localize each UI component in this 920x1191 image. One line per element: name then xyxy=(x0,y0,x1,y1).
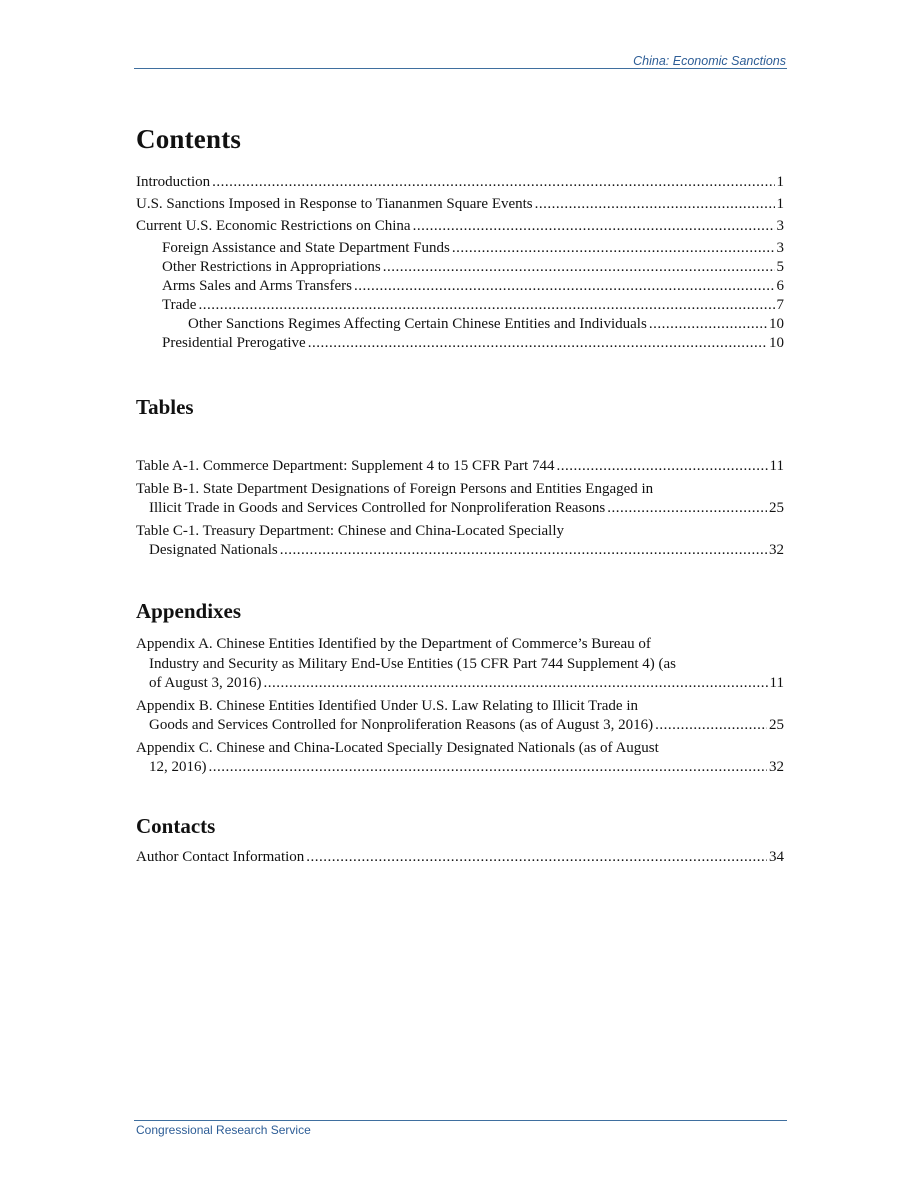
toc-entry-introduction[interactable]: Introduction ..... 1 xyxy=(136,173,784,192)
running-header-title: China: Economic Sanctions xyxy=(633,54,786,68)
header-rule xyxy=(134,68,787,69)
toc-entry-other-sanctions-regimes[interactable]: Other Sanctions Regimes Affecting Certain Chinese Entities and Individuals ..... 10 xyxy=(136,315,784,334)
toc-entry-table-b1[interactable]: Table B-1. State Department Designations of Foreign Persons and Entities Engaged in Illicit Trade in Goods and Services Controlled for Nonproliferation Reasons ..... 25 xyxy=(136,479,784,518)
toc-entry-appendix-c[interactable]: Appendix C. Chinese and China-Located Specially Designated Nationals (as of August 12, 2016) ..... 32 xyxy=(136,738,784,777)
toc-entry-current-restrictions[interactable]: Current U.S. Economic Restrictions on China ..... 3 xyxy=(136,217,784,236)
toc-entry-arms-sales[interactable]: Arms Sales and Arms Transfers ..... 6 xyxy=(136,277,784,296)
toc-entry-tiananmen-sanctions[interactable]: U.S. Sanctions Imposed in Response to Tiananmen Square Events ..... 1 xyxy=(136,195,784,214)
contacts-list xyxy=(136,848,784,867)
toc-entry-foreign-assistance[interactable]: Foreign Assistance and State Department Funds ..... 3 xyxy=(136,239,784,258)
toc-entry-appropriations[interactable]: Other Restrictions in Appropriations ..... 5 xyxy=(136,258,784,277)
appendixes-list xyxy=(136,634,784,777)
toc-entry-table-c1[interactable]: Table C-1. Treasury Department: Chinese and China-Located Specially Designated Nationals ..... 32 xyxy=(136,521,784,560)
contacts-heading: Contacts xyxy=(136,814,216,838)
toc-entry-appendix-a[interactable]: Appendix A. Chinese Entities Identified by the Department of Commerce’s Bureau of Industry and Security as Military End-Use Entities (15 CFR Part 744 Supplement 4) (as of August 3, 2016) ..... 11 xyxy=(136,634,784,693)
footer-organization: Congressional Research Service xyxy=(136,1123,311,1137)
toc-entry-trade[interactable]: Trade ..... 7 xyxy=(136,296,784,315)
footer-rule xyxy=(134,1120,787,1121)
toc-entry-author-contact[interactable]: Author Contact Information ..... 34 xyxy=(136,848,784,867)
toc-entry-table-a1[interactable]: Table A-1. Commerce Department: Supplement 4 to 15 CFR Part 744 ..... 11 xyxy=(136,457,784,476)
tables-list xyxy=(136,457,784,560)
toc-entry-presidential-prerogative[interactable]: Presidential Prerogative ..... 10 xyxy=(136,334,784,353)
toc-entry-appendix-b[interactable]: Appendix B. Chinese Entities Identified Under U.S. Law Relating to Illicit Trade in Goods and Services Controlled for Nonproliferation Reasons (as of August 3, 2016) ..... 25 xyxy=(136,696,784,735)
contents-heading: Contents xyxy=(136,124,242,154)
tables-heading: Tables xyxy=(136,395,194,419)
contents-list xyxy=(136,173,784,353)
appendixes-heading: Appendixes xyxy=(136,599,242,623)
